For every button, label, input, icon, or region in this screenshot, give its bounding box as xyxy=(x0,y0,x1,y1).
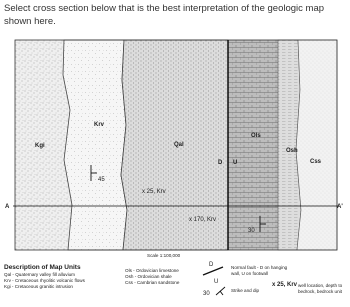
unit-krv-area xyxy=(63,40,127,250)
label-fault-u: U xyxy=(233,160,238,166)
label-section-a: A xyxy=(5,204,10,210)
map-scale: Scale 1:100,000 xyxy=(147,253,181,258)
legend-well-text: well location, depth to bedrock, bedrock unit xyxy=(298,283,343,294)
legend-dip-value: 30 xyxy=(203,291,210,297)
legend-item: Osh - Ordovician shale xyxy=(125,274,172,279)
legend-dip-text: Strike and dip xyxy=(231,288,260,293)
legend-item: Css - Cambrian sandstone xyxy=(125,280,180,285)
legend-fault-symbol xyxy=(203,267,223,275)
legend-title: Description of Map Units xyxy=(4,264,81,271)
label-well-1: x 25, Krv xyxy=(142,189,166,195)
unit-ols-area xyxy=(228,40,278,250)
label-css: Css xyxy=(310,159,322,165)
legend-item: Kgi - Cretaceous granitic intrusion xyxy=(4,284,73,289)
label-fault-d: D xyxy=(218,160,223,166)
legend-item: Ols - Ordovician limestone xyxy=(125,268,179,273)
label-section-a-prime: A' xyxy=(337,204,343,210)
legend-fault-text: Normal fault - D on hanging wall, U on footwall xyxy=(231,265,288,276)
label-osh: Osh xyxy=(286,148,298,154)
legend-well-label: x 25, Krv xyxy=(272,282,298,288)
label-ols: Ols xyxy=(251,133,261,139)
label-qal: Qal xyxy=(174,142,184,148)
legend-list-left xyxy=(4,272,85,290)
question-prompt: Select cross section below that is the best interpretation of the geologic map shown here. xyxy=(4,3,325,27)
legend-fault-u: U xyxy=(214,279,219,285)
legend-item: Qal - Quaternary valley fill alluvium xyxy=(4,272,75,277)
label-kgi: Kgi xyxy=(35,143,45,149)
label-well-2: x 170, Krv xyxy=(189,217,217,223)
legend-fault-d: D xyxy=(209,262,214,268)
label-krv: Krv xyxy=(94,122,105,128)
label-dip-30: 30 xyxy=(248,228,255,234)
label-dip-45: 45 xyxy=(98,177,105,183)
legend-dip-symbol xyxy=(216,287,225,295)
unit-css-area xyxy=(296,40,337,250)
legend-list-middle xyxy=(125,268,179,286)
legend-item: Krv - Cretaceous rhyolitic volcanic flows xyxy=(4,278,85,283)
